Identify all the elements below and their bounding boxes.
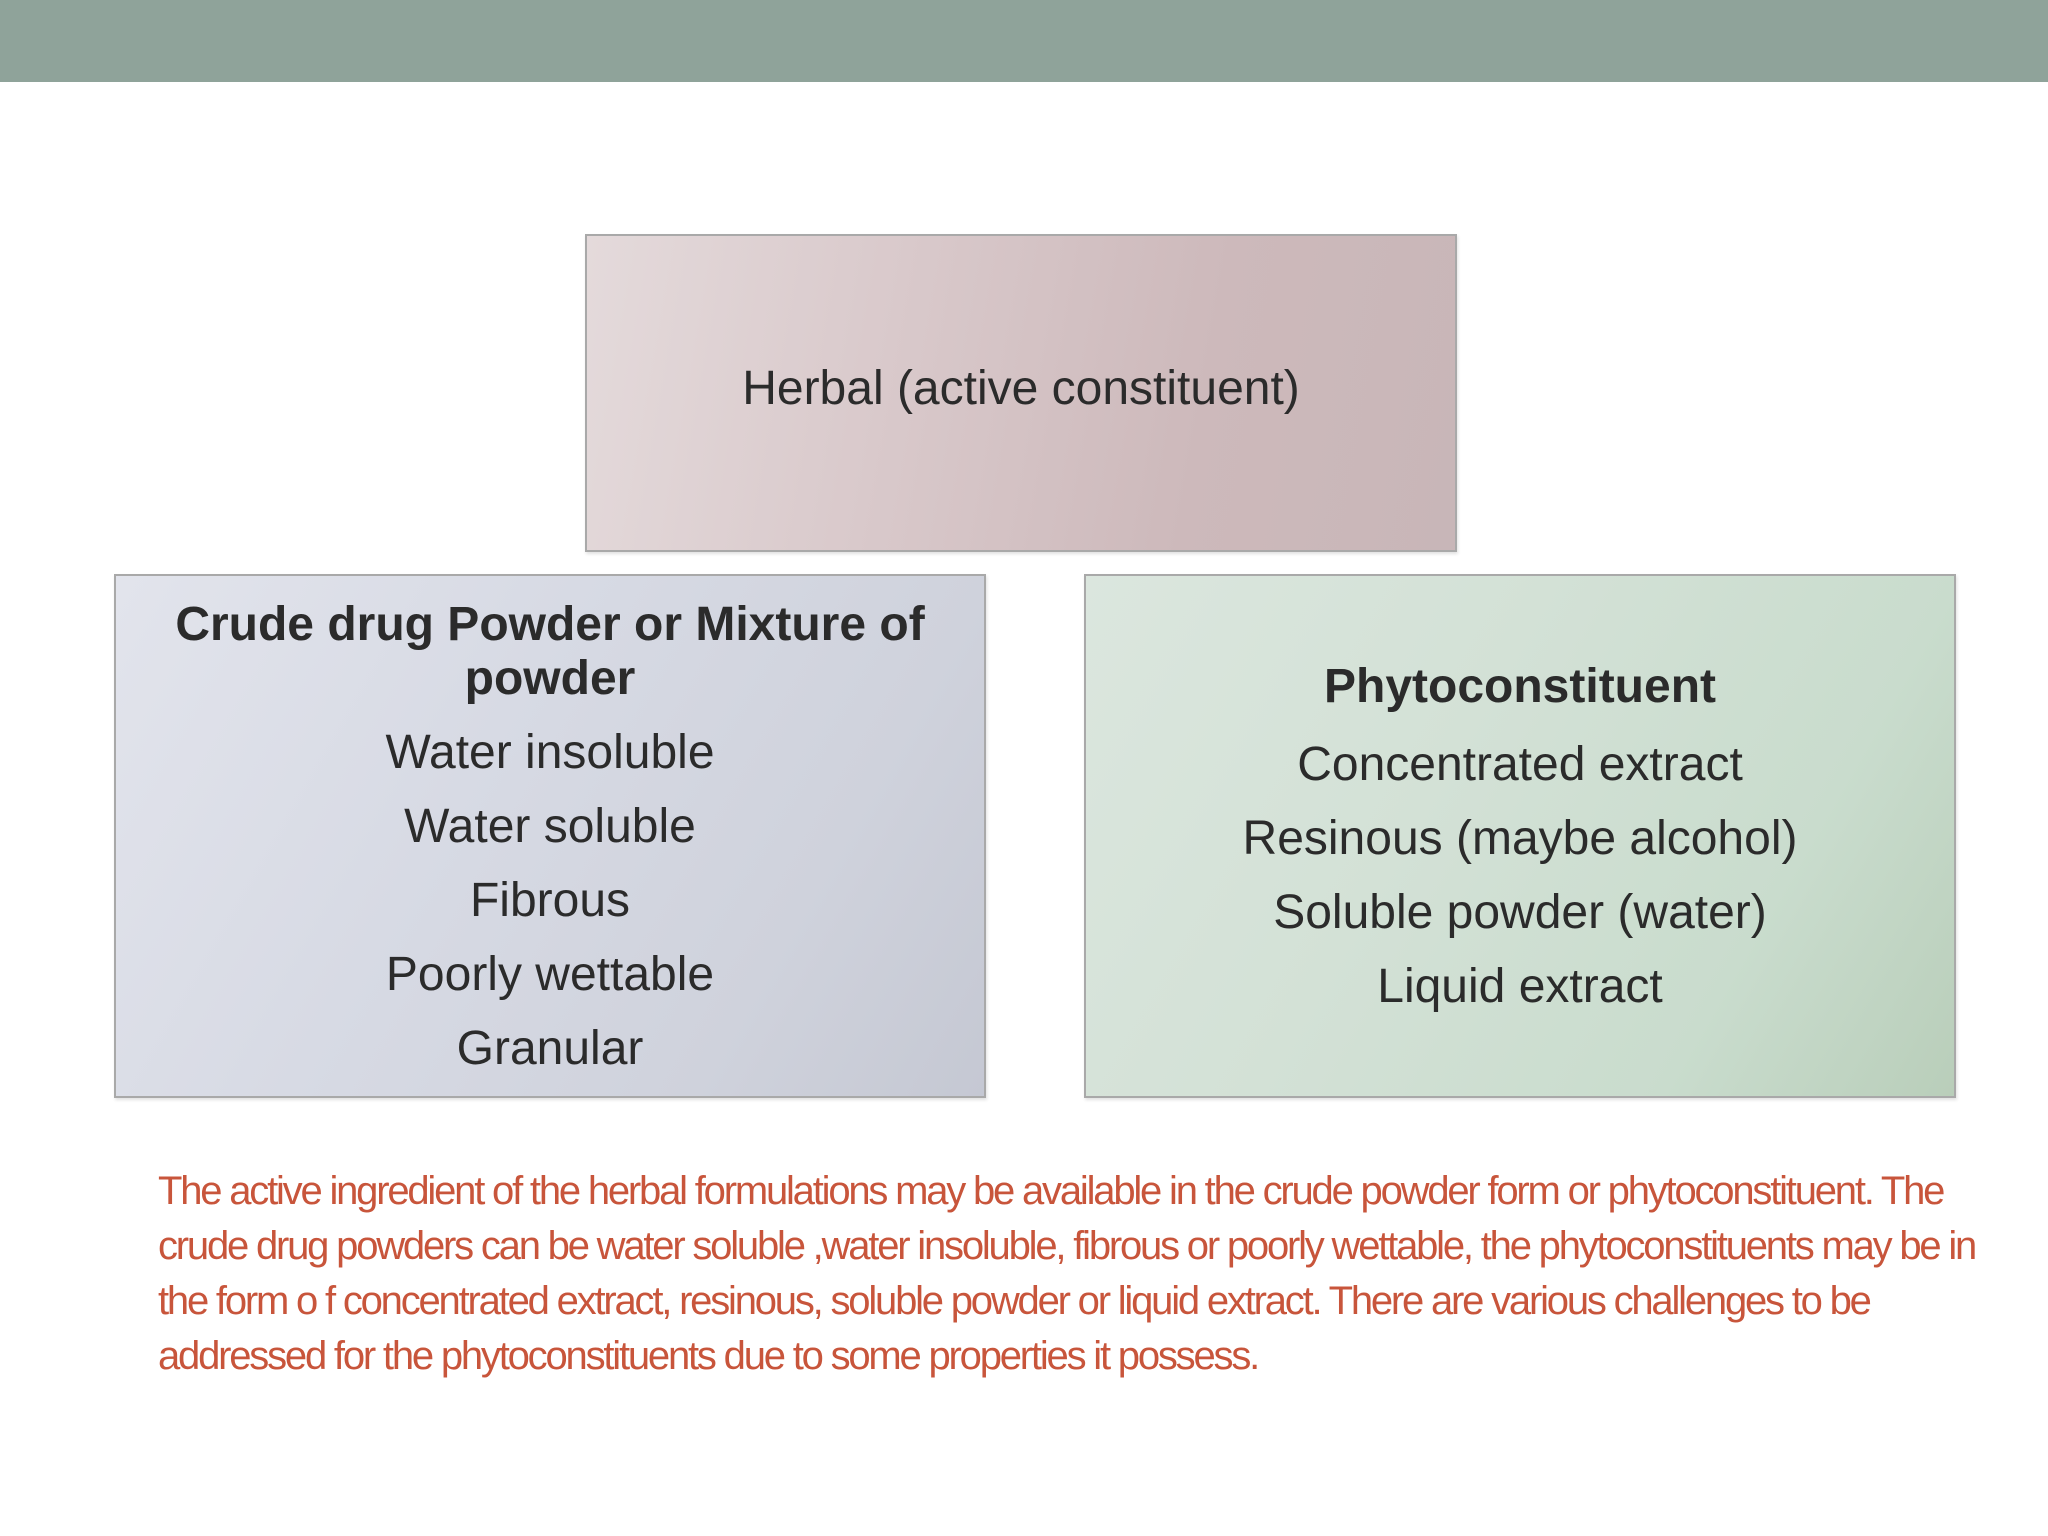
- crude-drug-list: [116, 716, 984, 1086]
- phytoconstituent-item: Resinous (maybe alcohol): [1242, 812, 1798, 865]
- herbal-box: [585, 234, 1457, 552]
- crude-drug-item: Poorly wettable: [385, 948, 715, 1001]
- crude-drug-item: Water insoluble: [385, 726, 715, 779]
- phytoconstituent-item: Liquid extract: [1377, 960, 1663, 1013]
- phytoconstituent-heading: Phytoconstituent: [1324, 660, 1716, 713]
- phytoconstituent-item: Concentrated extract: [1297, 738, 1743, 791]
- herbal-box-label: Herbal (active constituent): [742, 361, 1300, 415]
- header-band: [0, 0, 2048, 82]
- phytoconstituent-item: Soluble powder (water): [1273, 886, 1767, 939]
- crude-drug-heading: Crude drug Powder or Mixture of powder: [175, 598, 925, 705]
- phytoconstituent-box: [1084, 574, 1956, 1098]
- phytoconstituent-list: [1086, 728, 1954, 1024]
- crude-drug-box: [114, 574, 986, 1098]
- crude-drug-item: Granular: [456, 1022, 644, 1075]
- crude-drug-item: Water soluble: [404, 800, 696, 853]
- caption-paragraph: The active ingredient of the herbal formulations may be available in the crude powder form or phytoconstituent. The crude drug powders can be water soluble ,water insoluble, fibrous or poorly wettable, the phytoconstituents may be in the form o f concentrated extract, resinous, soluble powder or liquid extract. There are various challenges to be addressed for the phytoconstituents due to some properties it possess.: [158, 1169, 1976, 1378]
- crude-drug-item: Fibrous: [469, 874, 631, 927]
